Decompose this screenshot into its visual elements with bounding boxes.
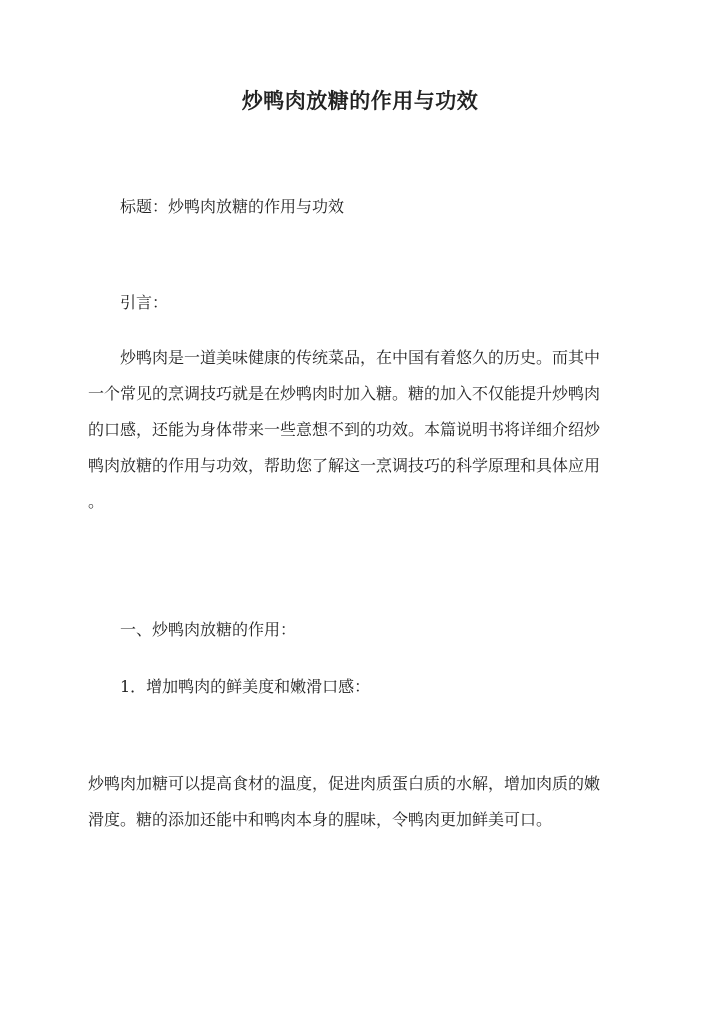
section-heading: 一、炒鸭肉放糖的作用： [120, 620, 297, 639]
item-paragraph [88, 766, 636, 838]
subject-line: 标题：炒鸭肉放糖的作用与功效 [120, 197, 345, 216]
intro-line: 一个常见的烹调技巧就是在炒鸭肉时加入糖。糖的加入不仅能提升炒鸭肉 [88, 384, 601, 403]
intro-line: 鸭肉放糖的作用与功效，帮助您了解这一烹调技巧的科学原理和具体应用 [88, 456, 601, 475]
document-title: 炒鸭肉放糖的作用与功效 [241, 88, 479, 113]
intro-heading: 引言： [120, 293, 169, 312]
intro-paragraph [88, 340, 636, 520]
intro-line: 炒鸭肉是一道美味健康的传统菜品，在中国有着悠久的历史。而其中 [120, 348, 601, 367]
item-line: 滑度。糖的添加还能中和鸭肉本身的腥味，令鸭肉更加鲜美可口。 [88, 810, 553, 829]
item-heading: 1．增加鸭肉的鲜美度和嫩滑口感： [120, 677, 371, 696]
intro-line: 。 [88, 492, 105, 511]
intro-line: 的口感，还能为身体带来一些意想不到的功效。本篇说明书将详细介绍炒 [88, 420, 601, 439]
item-line: 炒鸭肉加糖可以提高食材的温度，促进肉质蛋白质的水解，增加肉质的嫩 [88, 774, 601, 793]
